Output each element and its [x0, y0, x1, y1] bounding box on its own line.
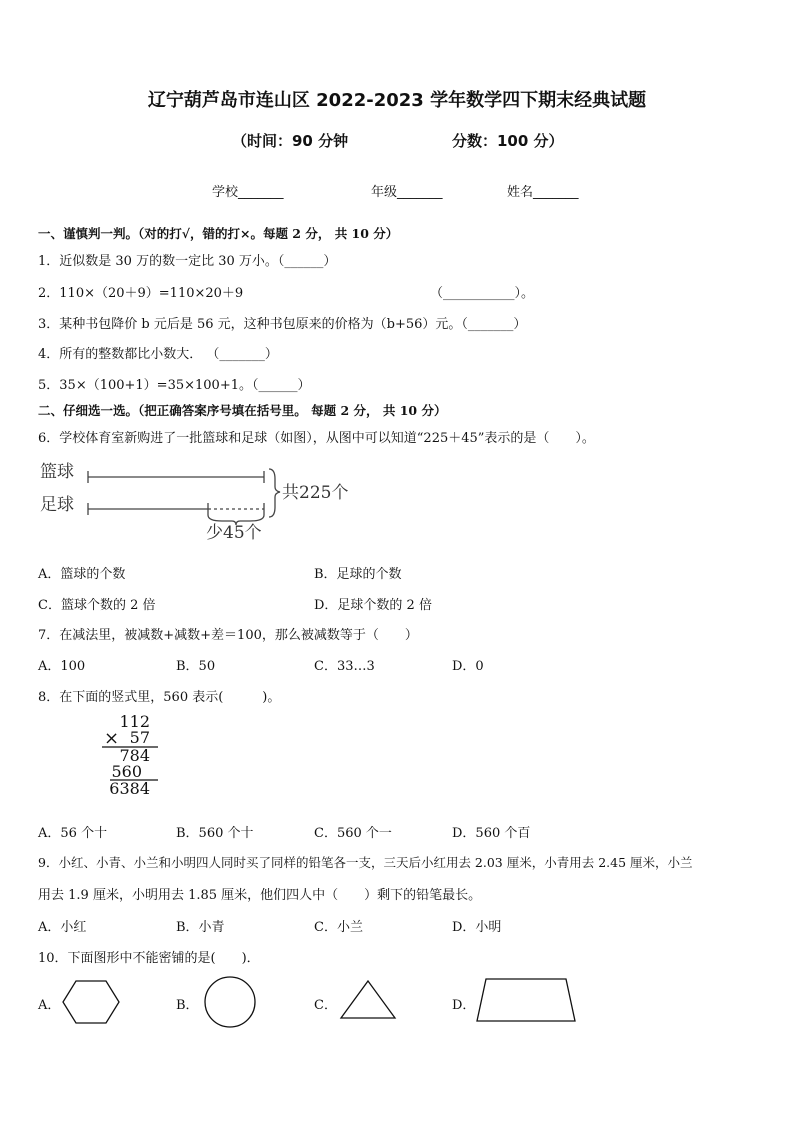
name-field: 姓名_______: [507, 185, 579, 200]
q9-option-a: A．小红: [38, 920, 87, 935]
diagram-less-label: 少45个: [206, 523, 262, 543]
grade-field: 年级_______: [371, 185, 443, 200]
times-sign: ×: [104, 728, 120, 749]
diagram-basketball-label: 篮球: [40, 462, 74, 482]
circle-icon: [202, 974, 258, 1030]
question-7: 7．在减法里，被减数+减数+差＝100，那么被减数等于（ ）: [38, 628, 418, 643]
question-9-line-2: 用去 1.9 厘米，小明用去 1.85 厘米，他们四人中（ ）剩下的铅笔最长。: [38, 888, 482, 903]
q7-option-c: C．33…3: [314, 659, 375, 674]
q8-option-b: B．560 个十: [176, 826, 254, 841]
section-2-heading: 二、仔细选一选。（把正确答案序号填在括号里。 每题 2 分， 共 10 分）: [38, 403, 447, 418]
q9-option-d: D．小明: [452, 920, 502, 935]
question-1: 1．近似数是 30 万的数一定比 30 万小。（______）: [38, 254, 337, 269]
q10-option-b: B．: [176, 998, 199, 1013]
question-6: 6．学校体育室新购进了一批篮球和足球（如图），从图中可以知道“225＋45”表示的是（ ）。: [38, 431, 595, 446]
q6-option-c: C．篮球个数的 2 倍: [38, 598, 156, 613]
multiplicand: 112: [119, 712, 150, 731]
section-1-heading: 一、谨慎判一判。（对的打√，错的打×。每题 2 分， 共 10 分）: [38, 226, 399, 241]
partial-product-2: 560: [111, 762, 142, 781]
multiplier: 57: [129, 728, 150, 747]
question-3: 3．某种书包降价 b 元后是 56 元，这种书包原来的价格为（b+56）元。（_______）: [38, 317, 527, 332]
partial-product-1: 784: [119, 746, 150, 765]
question-9-line-1: 9．小红、小青、小兰和小明四人同时买了同样的铅笔各一支，三天后小红用去 2.03 厘米，小青用去 2.45 厘米，小兰: [38, 855, 693, 870]
q6-option-a: A．篮球的个数: [38, 567, 126, 582]
question-10: 10．下面图形中不能密铺的是( )．: [38, 951, 260, 966]
school-field: 学校_______: [212, 185, 284, 200]
question-5: 5．35×（100+1）=35×100+1。（______）: [38, 378, 311, 393]
q6-option-d: D．足球个数的 2 倍: [314, 598, 432, 613]
q7-option-a: A．100: [38, 659, 86, 674]
q10-option-c: C．: [314, 998, 337, 1013]
q9-option-c: C．小兰: [314, 920, 363, 935]
q9-option-b: B．小青: [176, 920, 225, 935]
hexagon-icon: [60, 978, 122, 1028]
trapezoid-icon: [474, 974, 580, 1026]
product-result: 6384: [109, 779, 150, 798]
page-title: 辽宁葫芦岛市连山区 2022-2023 学年数学四下期末经典试题: [147, 90, 647, 111]
question-4: 4．所有的整数都比小数大． （_______）: [38, 347, 278, 362]
question-2: 2．110×（20＋9）=110×20＋9: [38, 286, 244, 301]
ball-diagram: [36, 455, 376, 545]
q6-option-b: B．足球的个数: [314, 567, 402, 582]
q10-option-d: D．: [452, 998, 476, 1013]
exam-time: （时间：90 分钟: [232, 132, 349, 150]
diagram-total-label: 共225个: [282, 483, 349, 503]
triangle-icon: [338, 978, 398, 1022]
q10-option-a: A．: [38, 998, 61, 1013]
q7-option-b: B．50: [176, 659, 216, 674]
question-8: 8．在下面的竖式里，560 表示( )。: [38, 690, 281, 705]
q8-option-d: D．560 个百: [452, 826, 531, 841]
diagram-football-label: 足球: [40, 495, 74, 515]
vertical-multiplication: [98, 712, 178, 798]
q8-option-c: C．560 个一: [314, 826, 392, 841]
q7-option-d: D．0: [452, 659, 484, 674]
q8-option-a: A．56 个十: [38, 826, 108, 841]
exam-score: 分数：100 分）: [452, 132, 564, 150]
question-2-blank: （___________）。: [430, 286, 535, 301]
